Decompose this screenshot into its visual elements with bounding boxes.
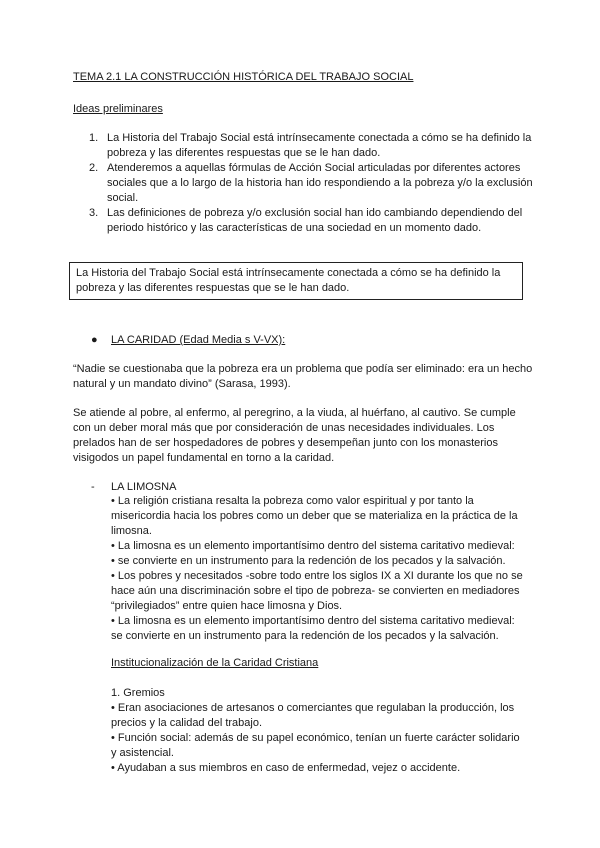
- caridad-heading: LA CARIDAD (Edad Media s V-VX):: [111, 334, 286, 346]
- preliminary-list: [73, 131, 533, 236]
- caridad-heading-row: [91, 333, 285, 348]
- list-item: • La religión cristiana resalta la pobreza como valor espiritual y por tanto la misericordia hacia los pobres como un deber que se materializa en la práctica de la limosna.: [111, 495, 518, 537]
- limosna-list: [111, 494, 525, 644]
- list-item: • Ayudaban a sus miembros en caso de enfermedad, vejez o accidente.: [111, 762, 461, 774]
- dash-icon: -: [91, 481, 95, 493]
- gremios-list: [111, 686, 525, 776]
- section-subtitle: Ideas preliminares: [73, 103, 163, 115]
- list-item: [73, 131, 533, 161]
- list-item: • La limosna es un elemento importantísimo dentro del sistema caritativo medieval:: [111, 540, 515, 552]
- list-item: [73, 206, 533, 236]
- list-item: • Eran asociaciones de artesanos o comerciantes que regulaban la producción, los precios y la calidad del trabajo.: [111, 702, 515, 729]
- quote-paragraph: “Nadie se cuestionaba que la pobreza era un problema que podía ser eliminado: era un hecho natural y un mandato divino” (Sarasa, 1993).: [73, 363, 533, 390]
- list-item-text: Atenderemos a aquellas fórmulas de Acción Social articuladas por diferentes actores sociales que a lo largo de la historia han ido respondiendo a la pobreza y/o la exclusión social.: [107, 162, 533, 204]
- body-paragraph: Se atiende al pobre, al enfermo, al peregrino, a la viuda, al huérfano, al cautivo. Se cumple con un deber moral más que por consideración de unas necesidades individuales. Los prelados han de ser hospedadores de pobres y desempeñan junto con los monasterios visigodos un papel fundamental en torno a la caridad.: [73, 407, 516, 464]
- document-title: TEMA 2.1 LA CONSTRUCCIÓN HISTÓRICA DEL TRABAJO SOCIAL: [73, 71, 414, 83]
- list-item: • La limosna es un elemento importantísimo dentro del sistema caritativo medieval: se convierte en un instrumento para la redención de los pecados y la salvación.: [111, 615, 515, 642]
- list-item-text: Las definiciones de pobreza y/o exclusión social han ido cambiando dependiendo del periodo histórico y las características de una sociedad en un momento dado.: [107, 207, 523, 234]
- list-item-number: 2.: [89, 162, 99, 174]
- institucionalizacion-heading: Institucionalización de la Caridad Cristiana: [111, 657, 319, 669]
- limosna-heading: LA LIMOSNA: [111, 481, 177, 493]
- callout-box: La Historia del Trabajo Social está intrínsecamente conectada a cómo se ha definido la pobreza y las diferentes respuestas que se le han dado.: [69, 262, 523, 300]
- list-item: • Los pobres y necesitados -sobre todo entre los siglos IX a XI durante los que no se hace aún una discriminación sobre el tipo de pobreza- se convierten en mediadores “privilegiados” entre quien hace limosna y Dios.: [111, 570, 523, 612]
- list-item-text: La Historia del Trabajo Social está intrínsecamente conectada a cómo se ha definido la pobreza y las diferentes respuestas que se le han dado.: [107, 132, 532, 159]
- limosna-heading-row: [91, 480, 176, 495]
- bullet-icon: ●: [91, 334, 98, 346]
- list-item: • se convierte en un instrumento para la redención de los pecados y la salvación.: [111, 555, 506, 567]
- list-item: • Función social: además de su papel económico, tenían un fuerte carácter solidario y asistencial.: [111, 732, 520, 759]
- list-item-number: 1.: [89, 132, 99, 144]
- list-item-number: 3.: [89, 207, 99, 219]
- list-item: [73, 161, 533, 206]
- gremios-heading: 1. Gremios: [111, 687, 165, 699]
